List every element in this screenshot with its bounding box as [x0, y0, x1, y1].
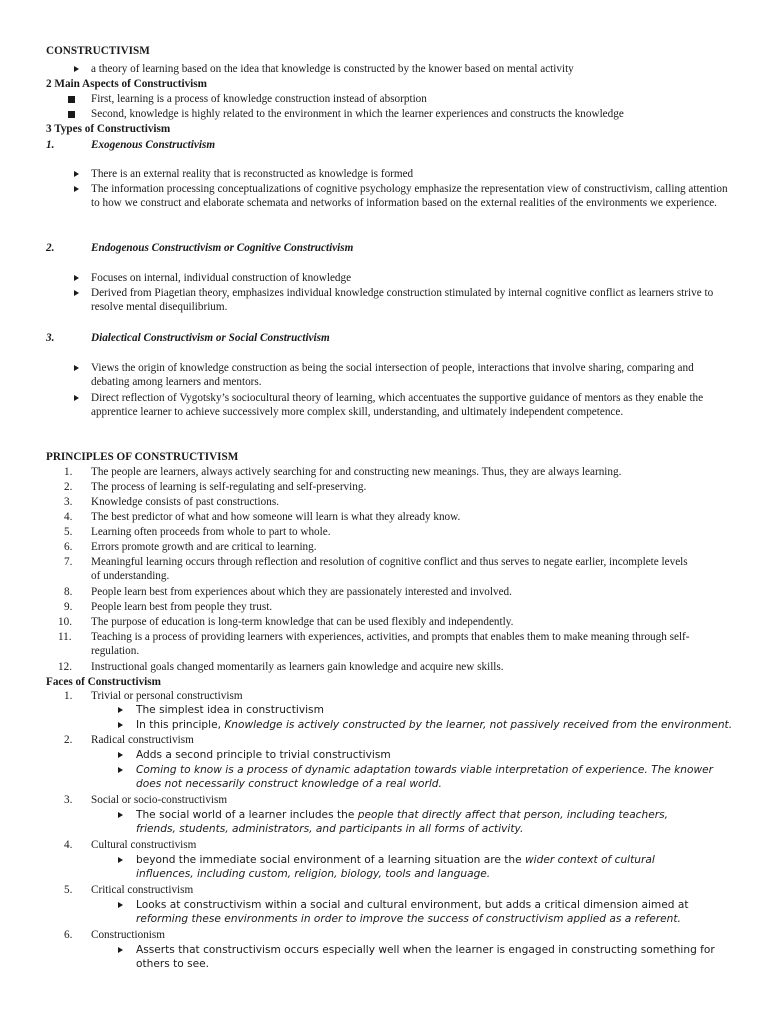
- face-name: Radical constructivism: [91, 734, 194, 746]
- arrow-bullet-icon: [118, 947, 123, 953]
- arrow-bullet-icon: [118, 902, 123, 908]
- face-bullet: Asserts that constructivism occurs especially well when the learner is engaged in constructing something for others to see.: [136, 944, 715, 970]
- square-bullet-icon: [68, 96, 75, 103]
- principle-number: 11.: [58, 631, 72, 643]
- principle-text: Meaningful learning occurs through reflection and resolution of cognitive conflict and thus serves to negate earlier, incomplete levels of understanding.: [91, 556, 688, 582]
- type-bullet: Views the origin of knowledge construction as being the social intersection of people, interactions that involve sharing, comparing and debating among learners and mentors.: [91, 362, 694, 388]
- arrow-bullet-icon: [74, 171, 79, 177]
- type-number: 2.: [46, 242, 55, 254]
- arrow-bullet-icon: [118, 812, 123, 818]
- face-name: Trivial or personal constructivism: [91, 690, 243, 702]
- aspects-heading: 2 Main Aspects of Constructivism: [46, 78, 207, 90]
- principle-text: The purpose of education is long-term knowledge that can be used flexibly and independently.: [91, 616, 514, 628]
- face-bullet-plain: beyond the immediate social environment of a learning situation are the: [136, 854, 526, 866]
- type-title: Endogenous Constructivism or Cognitive Constructivism: [91, 242, 354, 254]
- principle-number: 6.: [64, 541, 73, 553]
- principle-text: Teaching is a process of providing learners with experiences, activities, and prompts that enables them to make meaning through self-regulation.: [91, 631, 690, 657]
- type-bullet: Focuses on internal, individual construction of knowledge: [91, 272, 352, 284]
- aspect-item: First, learning is a process of knowledge construction instead of absorption: [91, 93, 427, 105]
- doc-title: CONSTRUCTIVISM: [46, 45, 150, 57]
- face-bullet: Coming to know is a process of dynamic adaptation towards viable interpretation of experience. The knower does not necessarily construct knowledge of a real world.: [136, 764, 714, 790]
- arrow-bullet-icon: [118, 707, 123, 713]
- face-name: Critical constructivism: [91, 884, 194, 896]
- principle-text: Knowledge consists of past constructions.: [91, 496, 279, 508]
- aspect-item: Second, knowledge is highly related to the environment in which the learner experiences and constructs the knowledge: [91, 108, 624, 120]
- face-bullet-italic: people that directly affect that person, including teachers, friends, students, administrators, and participants in all forms of activity.: [136, 809, 668, 835]
- face-number: 2.: [64, 734, 73, 746]
- principle-text: The process of learning is self-regulating and self-preserving.: [91, 481, 367, 493]
- face-name: Social or socio-constructivism: [91, 794, 228, 806]
- face-name: Constructionism: [91, 929, 165, 941]
- face-bullet: [136, 718, 732, 732]
- face-number: 1.: [64, 690, 73, 702]
- face-bullet: The simplest idea in constructivism: [136, 704, 324, 716]
- face-name: Cultural constructivism: [91, 839, 197, 851]
- face-number: 6.: [64, 929, 73, 941]
- face-bullet-plain: In this principle,: [136, 719, 225, 731]
- principle-number: 9.: [64, 601, 73, 613]
- principle-number: 1.: [64, 466, 73, 478]
- definition-text: a theory of learning based on the idea that knowledge is constructed by the knower based on mental activity: [91, 63, 574, 75]
- types-heading: 3 Types of Constructivism: [46, 123, 171, 135]
- type-bullet: Direct reflection of Vygotsky’s sociocultural theory of learning, which accentuates the supportive guidance of mentors as they enable the apprentice learner to achieve successively more complex skill, understanding, and ultimately independent competence.: [91, 392, 704, 418]
- principles-heading: PRINCIPLES OF CONSTRUCTIVISM: [46, 451, 239, 463]
- face-bullet-italic: Knowledge is actively constructed by the learner, not passively received from the environment.: [224, 719, 733, 731]
- arrow-bullet-icon: [118, 722, 123, 728]
- principle-text: Instructional goals changed momentarily as learners gain knowledge and acquire new skills.: [91, 661, 504, 673]
- arrow-bullet-icon: [74, 275, 79, 281]
- principle-number: 7.: [64, 556, 73, 568]
- face-number: 4.: [64, 839, 73, 851]
- principle-text: People learn best from people they trust.: [91, 601, 273, 613]
- face-bullet: [136, 853, 686, 881]
- face-bullet-plain: The social world of a learner includes the: [136, 809, 358, 821]
- face-bullet: [136, 898, 716, 926]
- face-bullet-italic: reforming these environments in order to improve the success of constructivism applied as a referent.: [136, 913, 681, 925]
- face-number: 3.: [64, 794, 73, 806]
- arrow-bullet-icon: [74, 66, 79, 72]
- principle-number: 4.: [64, 511, 73, 523]
- type-title: Exogenous Constructivism: [91, 139, 216, 151]
- type-number: 1.: [46, 139, 55, 151]
- type-number: 3.: [46, 332, 55, 344]
- type-title: Dialectical Constructivism or Social Constructivism: [91, 332, 330, 344]
- arrow-bullet-icon: [118, 752, 123, 758]
- arrow-bullet-icon: [74, 186, 79, 192]
- face-bullet: Adds a second principle to trivial constructivism: [136, 749, 391, 761]
- principle-text: The best predictor of what and how someone will learn is what they already know.: [91, 511, 461, 523]
- type-bullet: The information processing conceptualizations of cognitive psychology emphasize the representation view of constructivism, calling attention to how we construct and elaborate schemata and networks of information based on the external realities of the environments we experience.: [91, 183, 728, 209]
- faces-heading: Faces of Constructivism: [46, 676, 161, 688]
- principle-number: 3.: [64, 496, 73, 508]
- principle-number: 2.: [64, 481, 73, 493]
- arrow-bullet-icon: [74, 290, 79, 296]
- face-bullet-plain: Looks at constructivism within a social and cultural environment, but adds a critical dimension aimed at: [136, 899, 689, 911]
- face-bullet-italic: wider context of cultural influences, including custom, religion, biology, tools and language.: [136, 854, 655, 880]
- principle-text: The people are learners, always actively searching for and constructing new meanings. Thus, they are always learning.: [91, 466, 622, 478]
- principle-number: 10.: [58, 616, 72, 628]
- principle-text: Errors promote growth and are critical to learning.: [91, 541, 317, 553]
- arrow-bullet-icon: [74, 395, 79, 401]
- principle-number: 8.: [64, 586, 73, 598]
- type-bullet: There is an external reality that is reconstructed as knowledge is formed: [91, 168, 414, 180]
- principle-number: 5.: [64, 526, 73, 538]
- type-bullet: Derived from Piagetian theory, emphasizes individual knowledge construction stimulated by internal cognitive conflict as learners strive to resolve mental disequilibrium.: [91, 287, 714, 313]
- face-bullet: [136, 808, 681, 836]
- square-bullet-icon: [68, 111, 75, 118]
- principle-text: People learn best from experiences about which they are passionately interested and involved.: [91, 586, 512, 598]
- arrow-bullet-icon: [74, 365, 79, 371]
- arrow-bullet-icon: [118, 767, 123, 773]
- principle-text: Learning often proceeds from whole to part to whole.: [91, 526, 331, 538]
- principle-number: 12.: [58, 661, 72, 673]
- face-number: 5.: [64, 884, 73, 896]
- arrow-bullet-icon: [118, 857, 123, 863]
